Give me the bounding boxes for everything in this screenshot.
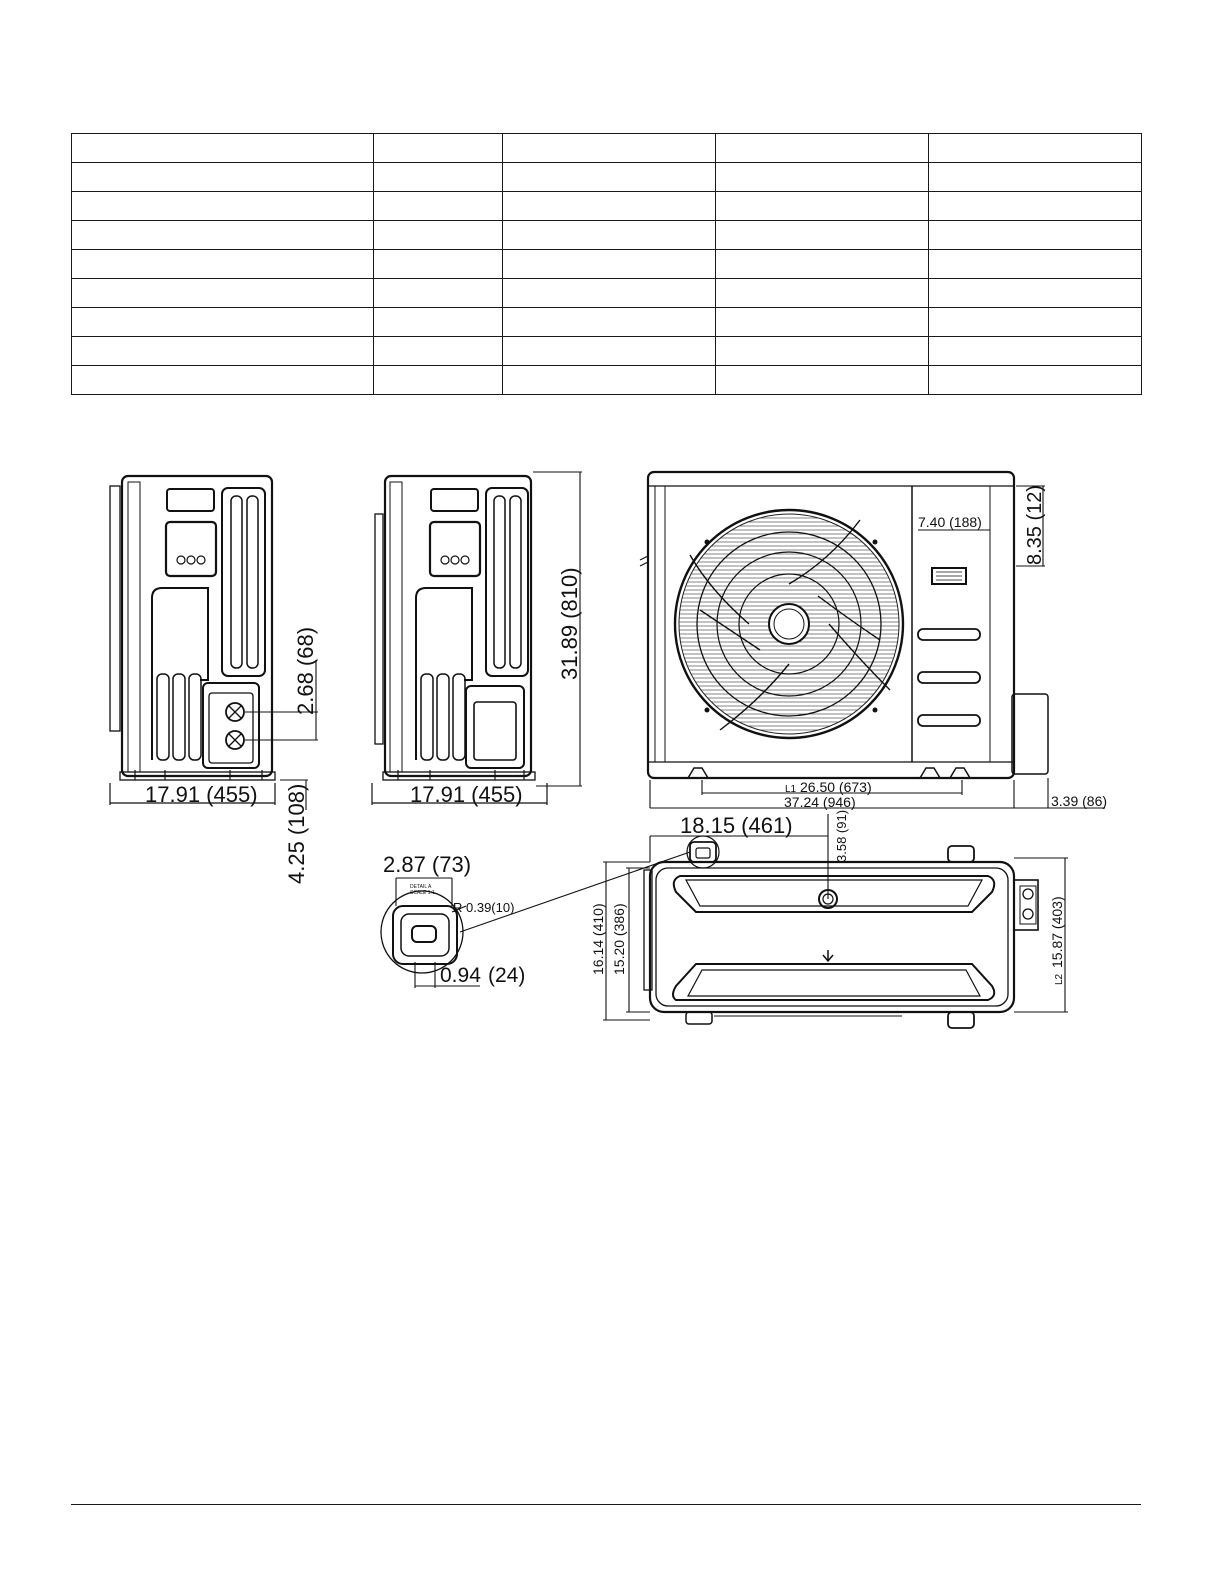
detail-title-line-2: SCALE 1:1 — [410, 890, 435, 896]
dim-front-l1-prefix: L1 — [785, 784, 797, 795]
detail-title-line-1: DETAIL A — [410, 884, 432, 890]
dim-front-l1: 26.50 (673) — [800, 779, 872, 795]
side-view-right — [375, 476, 535, 780]
dim-side-left-base-height: 4.25 (108) — [284, 783, 309, 884]
top-view — [644, 842, 1038, 1028]
dim-side-right-height: 31.89 (810) — [557, 567, 582, 680]
dim-side-left-width: 17.91 (455) — [145, 782, 258, 807]
dim-detail-slot-mm: (24) — [488, 964, 526, 987]
dim-side-right-width: 17.91 (455) — [410, 782, 523, 807]
footer-rule — [71, 1504, 1141, 1505]
side-view-left — [110, 476, 275, 780]
dim-detail-slot: 0.94 — [440, 964, 481, 987]
dim-detail-radius: R 0.39(10) — [453, 900, 515, 915]
dim-top-l2: 15.87 (403) — [1049, 896, 1065, 968]
dim-top-depth-outer: 16.14 (410) — [590, 903, 606, 975]
dim-front-depth-ext: 3.39 (86) — [1051, 793, 1108, 809]
dim-top-width-offset: 18.15 (461) — [680, 813, 793, 838]
dim-top-depth-inner: 15.20 (386) — [611, 903, 627, 975]
dim-top-l2-prefix: L2 — [1054, 973, 1065, 985]
dim-top-hole-offset: 3.58 (91) — [834, 809, 849, 862]
front-view — [640, 472, 1048, 778]
dim-detail-width: 2.87 (73) — [383, 852, 472, 877]
dim-front-cabinet-offset: 7.40 (188) — [918, 514, 982, 530]
dim-front-width: 37.24 (946) — [784, 794, 856, 810]
dim-side-left-valve-height: 2.68 (68) — [293, 626, 318, 715]
dim-front-top-offset: 8.35 (12) — [1024, 484, 1046, 565]
